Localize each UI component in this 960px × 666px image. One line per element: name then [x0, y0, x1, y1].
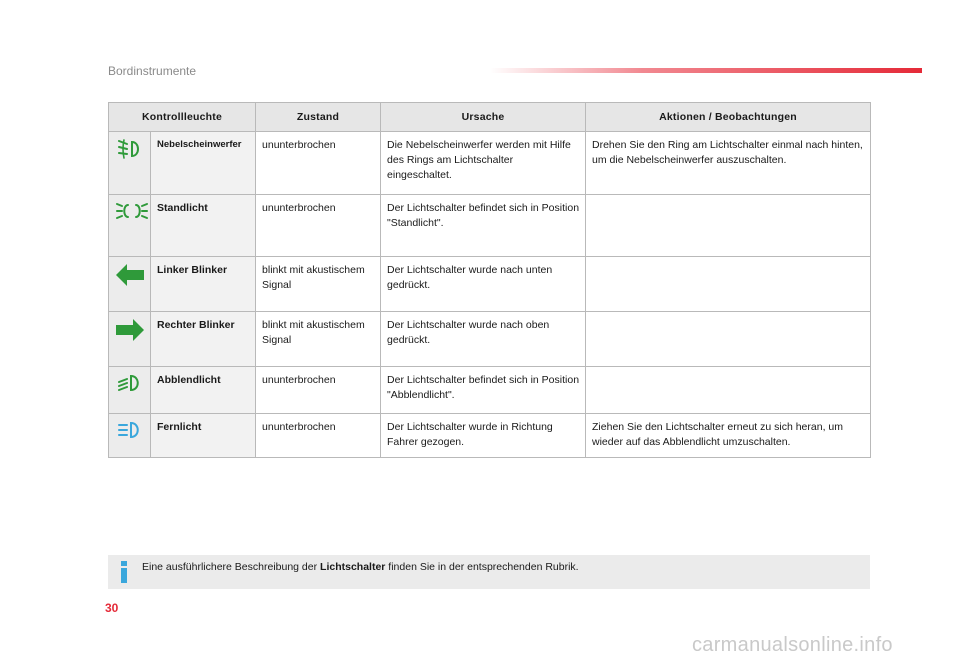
info-box	[108, 555, 870, 589]
table-row	[109, 367, 871, 414]
table-row	[109, 312, 871, 367]
info-text-bold: Lichtschalter	[320, 561, 386, 573]
table-row	[109, 414, 871, 458]
lamp-name: Linker Blinker	[151, 257, 256, 312]
lamp-name: Abblendlicht	[151, 367, 256, 414]
front-fog-lamp-icon	[115, 138, 144, 160]
lamp-action: Ziehen Sie den Lichtschalter erneut zu sich heran, um wieder auf das Abblendlicht umzuschalten.	[586, 414, 871, 458]
lamp-cause: Die Nebelscheinwerfer werden mit Hilfe des Rings am Lichtschalter eingeschaltet.	[381, 132, 586, 195]
main-beam-icon	[115, 420, 144, 440]
lamp-name: Fernlicht	[151, 414, 256, 458]
lamp-cause: Der Lichtschalter wurde nach unten gedrückt.	[381, 257, 586, 312]
lamp-name: Nebelscheinwerfer	[151, 132, 256, 195]
sidelights-icon	[115, 201, 144, 221]
table-header-row	[109, 103, 871, 132]
table-row	[109, 257, 871, 312]
lamp-action	[586, 312, 871, 367]
lamp-action	[586, 367, 871, 414]
lamp-action: Drehen Sie den Ring am Lichtschalter einmal nach hinten, um die Nebelscheinwerfer auszuschalten.	[586, 132, 871, 195]
right-turn-signal-icon	[115, 318, 144, 342]
lamp-cause: Der Lichtschalter wurde in Richtung Fahrer gezogen.	[381, 414, 586, 458]
header-rule	[490, 68, 922, 73]
column-header: Ursache	[381, 103, 586, 132]
page-number: 30	[105, 601, 119, 615]
lamp-action	[586, 195, 871, 257]
table-row	[109, 132, 871, 195]
left-turn-signal-icon	[115, 263, 144, 287]
lamp-cause: Der Lichtschalter befindet sich in Position "Standlicht".	[381, 195, 586, 257]
warning-lamp-table	[108, 102, 871, 458]
info-text	[142, 560, 579, 574]
info-icon	[116, 561, 132, 583]
lamp-state: ununterbrochen	[256, 367, 381, 414]
table-row	[109, 195, 871, 257]
dipped-beam-icon	[115, 373, 144, 393]
lamp-state: ununterbrochen	[256, 195, 381, 257]
lamp-state: ununterbrochen	[256, 414, 381, 458]
section-title: Bordinstrumente	[108, 64, 197, 78]
lamp-action	[586, 257, 871, 312]
lamp-name: Standlicht	[151, 195, 256, 257]
column-header: Kontrollleuchte	[109, 103, 256, 132]
column-header: Zustand	[256, 103, 381, 132]
info-text-part: Eine ausführlichere Beschreibung der	[142, 561, 321, 573]
lamp-cause: Der Lichtschalter wurde nach oben gedrückt.	[381, 312, 586, 367]
watermark: carmanualsonline.info	[692, 634, 893, 656]
lamp-cause: Der Lichtschalter befindet sich in Position "Abblendlicht".	[381, 367, 586, 414]
lamp-state: blinkt mit akustischem Signal	[256, 312, 381, 367]
lamp-name: Rechter Blinker	[151, 312, 256, 367]
column-header: Aktionen / Beobachtungen	[586, 103, 871, 132]
info-text-part: finden Sie in der entsprechenden Rubrik.	[385, 561, 579, 573]
lamp-state: ununterbrochen	[256, 132, 381, 195]
lamp-state: blinkt mit akustischem Signal	[256, 257, 381, 312]
